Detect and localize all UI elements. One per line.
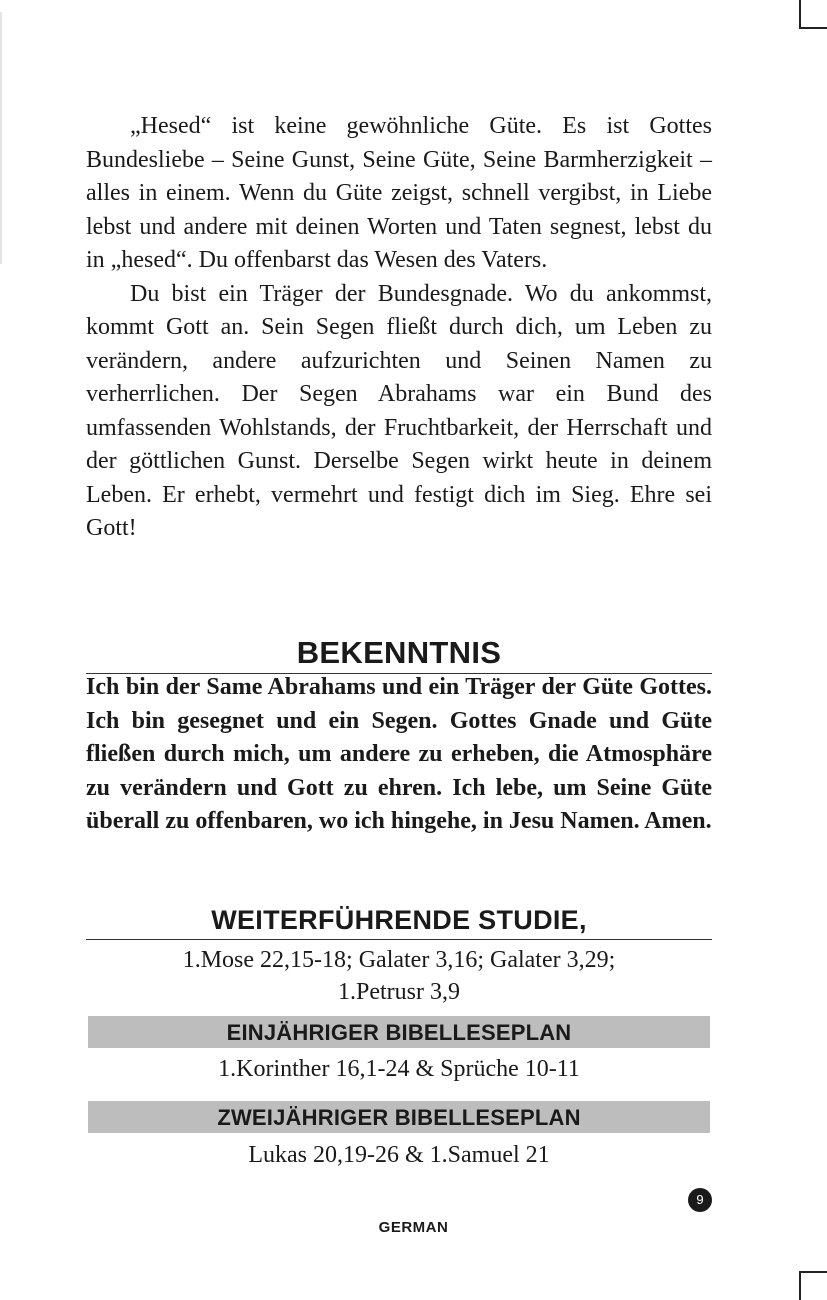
one-year-plan-reading: 1.Korinther 16,1-24 & Sprüche 10-11 [218,1056,580,1082]
reference-line: 1.Petrusr 3,9 [338,979,460,1005]
two-year-plan-header: ZWEIJÄHRIGER BIBELLESEPLAN [88,1101,710,1133]
body-paragraph: „Hesed“ ist keine gewöhnliche Güte. Es ist Gottes Bundesliebe – Seine Gunst, Seine Güte, Seine Barmherzigkeit – alles in einem. Wenn du Güte zeigst, schnell vergibst, in Liebe lebst und andere mit deinen Worten und Taten segnest, lebst du in „hesed“. Du offenbarst das Wesen des Vaters. [86,113,712,273]
crop-mark-top-horizontal [799,27,827,29]
page-edge-line [0,12,2,264]
language-label: GERMAN [378,1219,449,1236]
body-paragraph: Du bist ein Träger der Bundesgnade. Wo du ankommst, kommt Gott an. Sein Segen fließt durch dich, um Leben zu verändern, andere aufzurichten und Seinen Namen zu verherrlichen. Der Segen Abrahams war ein Bund des umfassenden Wohlstands, der Fruchtbarkeit, der Herrschaft und der göttlichen Gunst. Derselbe Segen wirkt heute in deinem Leben. Er erhebt, vermehrt und festigt dich im Sieg. Ehre sei Gott! [86,280,712,541]
crop-mark-bottom-vertical [799,1271,801,1300]
crop-mark-top-vertical [799,0,801,28]
crop-mark-bottom-horizontal [799,1271,827,1273]
page-number-badge: 9 [688,1188,712,1212]
further-study-divider [86,939,712,940]
devotional-body [86,110,712,546]
one-year-plan-header: EINJÄHRIGER BIBELLESEPLAN [88,1016,710,1048]
reference-line: 1.Mose 22,15-18; Galater 3,16; Galater 3,29; [182,947,616,973]
confession-text: Ich bin der Same Abrahams und ein Träger der Güte Gottes. Ich bin gesegnet und ein Segen. Gottes Gnade und Güte fließen durch mich, um andere zu erheben, die Atmosphäre zu verändern und Gott zu ehren. Ich lebe, um Seine Güte überall zu offenbaren, wo ich hingehe, in Jesu Namen. Amen. [86,674,712,834]
confession-title: BEKENNTNIS [296,635,502,670]
further-study-references [86,944,712,1008]
two-year-plan-reading: Lukas 20,19-26 & 1.Samuel 21 [248,1142,550,1168]
further-study-title: WEITERFÜHRENDE STUDIE, [211,905,587,935]
